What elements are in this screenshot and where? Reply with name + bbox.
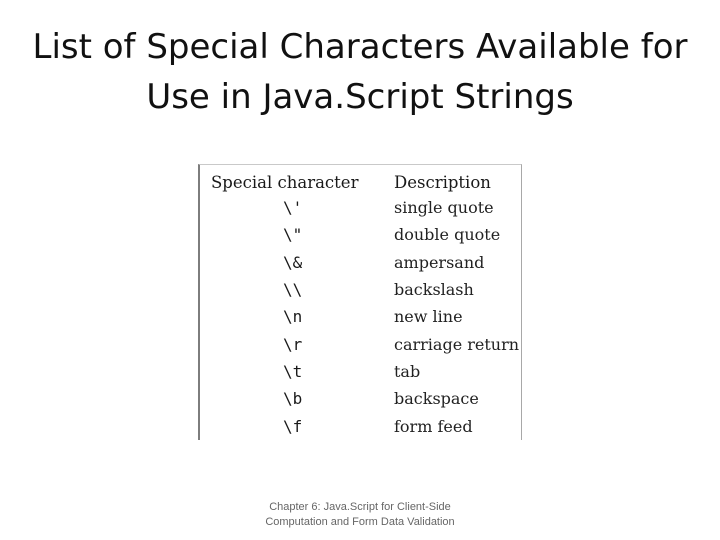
escape-sequence: \& <box>283 252 303 272</box>
escape-description: ampersand <box>394 252 485 272</box>
header-description: Description <box>394 173 491 192</box>
table-row <box>206 303 519 330</box>
escape-description: tab <box>394 361 421 381</box>
escape-description: carriage return <box>394 334 520 354</box>
footer-line-1: Chapter 6: Java.Script for Client-Side <box>269 501 451 513</box>
escape-sequence: \' <box>283 198 303 218</box>
table-row <box>206 412 519 439</box>
escape-sequence: \f <box>283 416 303 436</box>
special-characters-table-figure <box>198 164 522 440</box>
table-header-row <box>206 171 519 194</box>
escape-description: backspace <box>394 389 479 409</box>
escape-description: single quote <box>394 198 494 218</box>
title-line-1: List of Special Characters Available for <box>32 27 688 67</box>
escape-sequence: \r <box>283 334 303 354</box>
escape-sequence: \n <box>283 307 303 327</box>
escape-sequence: \\ <box>283 280 303 300</box>
escape-sequence: \" <box>283 225 303 245</box>
escape-description: backslash <box>394 280 474 300</box>
table-row <box>206 276 519 303</box>
footer-line-2: Computation and Form Data Validation <box>265 516 455 528</box>
table-row <box>206 194 519 221</box>
escape-description: double quote <box>394 225 501 245</box>
table-row <box>206 330 519 357</box>
escape-sequence: \b <box>283 389 303 409</box>
escape-sequence: \t <box>283 361 303 381</box>
slide-footer <box>200 500 520 530</box>
table-row <box>206 358 519 385</box>
table-row <box>206 385 519 412</box>
header-special-character: Special character <box>211 173 359 192</box>
special-characters-table <box>206 171 519 440</box>
title-line-2: Use in Java.Script Strings <box>146 77 574 117</box>
slide-title <box>30 22 690 122</box>
escape-description: form feed <box>394 416 473 436</box>
table-row <box>206 221 519 248</box>
escape-description: new line <box>394 307 463 327</box>
table-row <box>206 249 519 276</box>
